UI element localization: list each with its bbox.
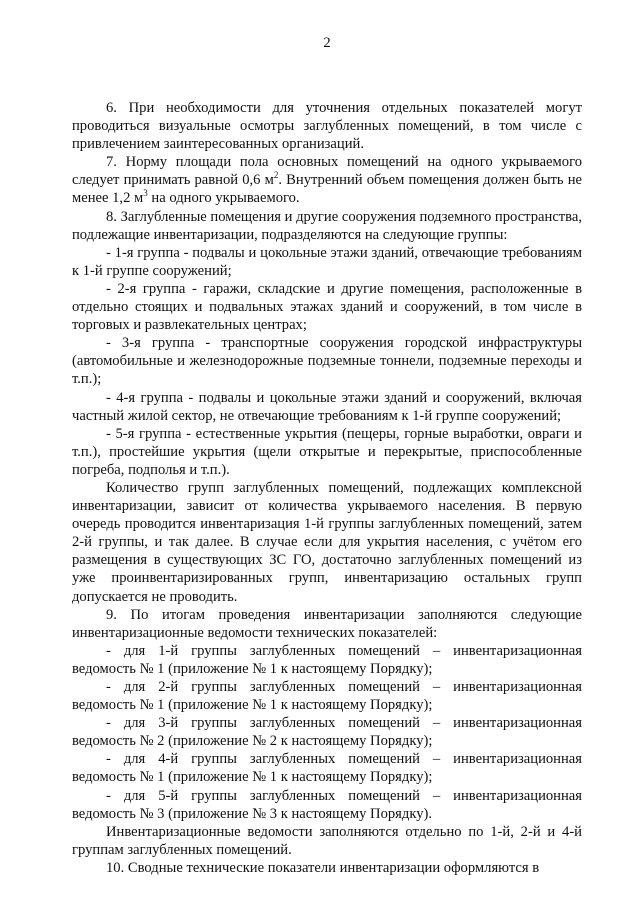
paragraph-9: 9. По итогам проведения инвентаризации заполняются следующие инвентаризационные ведомости технических показателей: <box>72 606 582 641</box>
paragraph-6: 6. При необходимости для уточнения отдельных показателей могут проводиться визуальные осмотры заглубленных помещений, в том числе с привлечением заинтересованных организаций. <box>72 100 582 153</box>
group-2-item: - 2-я группа - гаражи, складские и другие помещения, расположенные в отдельно стоящих и подвальных этажах зданий и сооружений, в том числе в торговых и развлекательных центрах; <box>72 280 582 334</box>
paragraph-groups-count: Количество групп заглубленных помещений, подлежащих комплексной инвентаризации, зависит от количества укрываемого населения. В первую очередь проводится инвентаризация 1-й группы заглубленных помещений, затем 2-й группы, и так далее. В случае если для укрытия населения, с учётом его размещения в существующих ЗС ГО, достаточно заглубленных помещений из уже проинвентаризированных групп, инвентаризацию остальных групп допускается не проводить. <box>72 479 582 605</box>
group-3-item: - 3-я группа - транспортные сооружения городской инфраструктуры (автомобильные и железнодорожные подземные тоннели, подземные переходы и т.п.); <box>72 335 582 388</box>
statement-group-3: - для 3-й группы заглубленных помещений – инвентаризационная ведомость № 2 (приложение № 2 к настоящему Порядку); <box>72 715 582 750</box>
statement-group-4: - для 4-й группы заглубленных помещений – инвентаризационная ведомость № 1 (приложение № 1 к настоящему Порядку); <box>72 751 582 786</box>
paragraph-statements-note: Инвентаризационные ведомости заполняются отдельно по 1-й, 2-й и 4-й группам заглубленных помещений. <box>72 823 582 858</box>
document-body <box>72 99 582 877</box>
statement-group-2: - для 2-й группы заглубленных помещений – инвентаризационная ведомость № 1 (приложение № 1 к настоящему Порядку); <box>72 679 582 714</box>
statement-group-5: - для 5-й группы заглубленных помещений – инвентаризационная ведомость № 3 (приложение № 3 к настоящему Порядку). <box>72 787 582 822</box>
paragraph-8: 8. Заглубленные помещения и другие сооружения подземного пространства, подлежащие инвентаризации, подразделяются на следующие группы: <box>72 208 582 243</box>
superscript-2: 2 <box>273 170 279 181</box>
paragraph-7 <box>72 153 582 207</box>
superscript-3: 3 <box>143 188 148 199</box>
statement-group-1: - для 1-й группы заглубленных помещений – инвентаризационная ведомость № 1 (приложение № 1 к настоящему Порядку); <box>72 642 582 677</box>
paragraph-7-part-b: . Внутренний объем помещения должен быть не менее 1,2 м <box>72 172 582 207</box>
paragraph-10: 10. Сводные технические показатели инвентаризации оформляются в <box>106 859 540 876</box>
paragraph-7-part-c: на одного укрываемого. <box>147 190 300 207</box>
page-number: 2 <box>323 35 331 51</box>
group-5-item: - 5-я группа - естественные укрытия (пещеры, горные выработки, овраги и т.п.), простейшие укрытия (щели открытые и перекрытые, приспособленные погреба, подполья и т.п.). <box>72 425 582 478</box>
group-1-item: - 1-я группа - подвалы и цокольные этажи зданий, отвечающие требованиям к 1-й группе сооружений; <box>72 244 582 279</box>
paragraph-7-part-a: 7. Норму площади пола основных помещений на одного укрываемого следует принимать равной 0,6 м <box>72 154 582 189</box>
group-4-item: - 4-я группа - подвалы и цокольные этажи зданий и сооружений, включая частный жилой сектор, не отвечающие требованиям к 1-й группе сооружений; <box>72 389 582 424</box>
